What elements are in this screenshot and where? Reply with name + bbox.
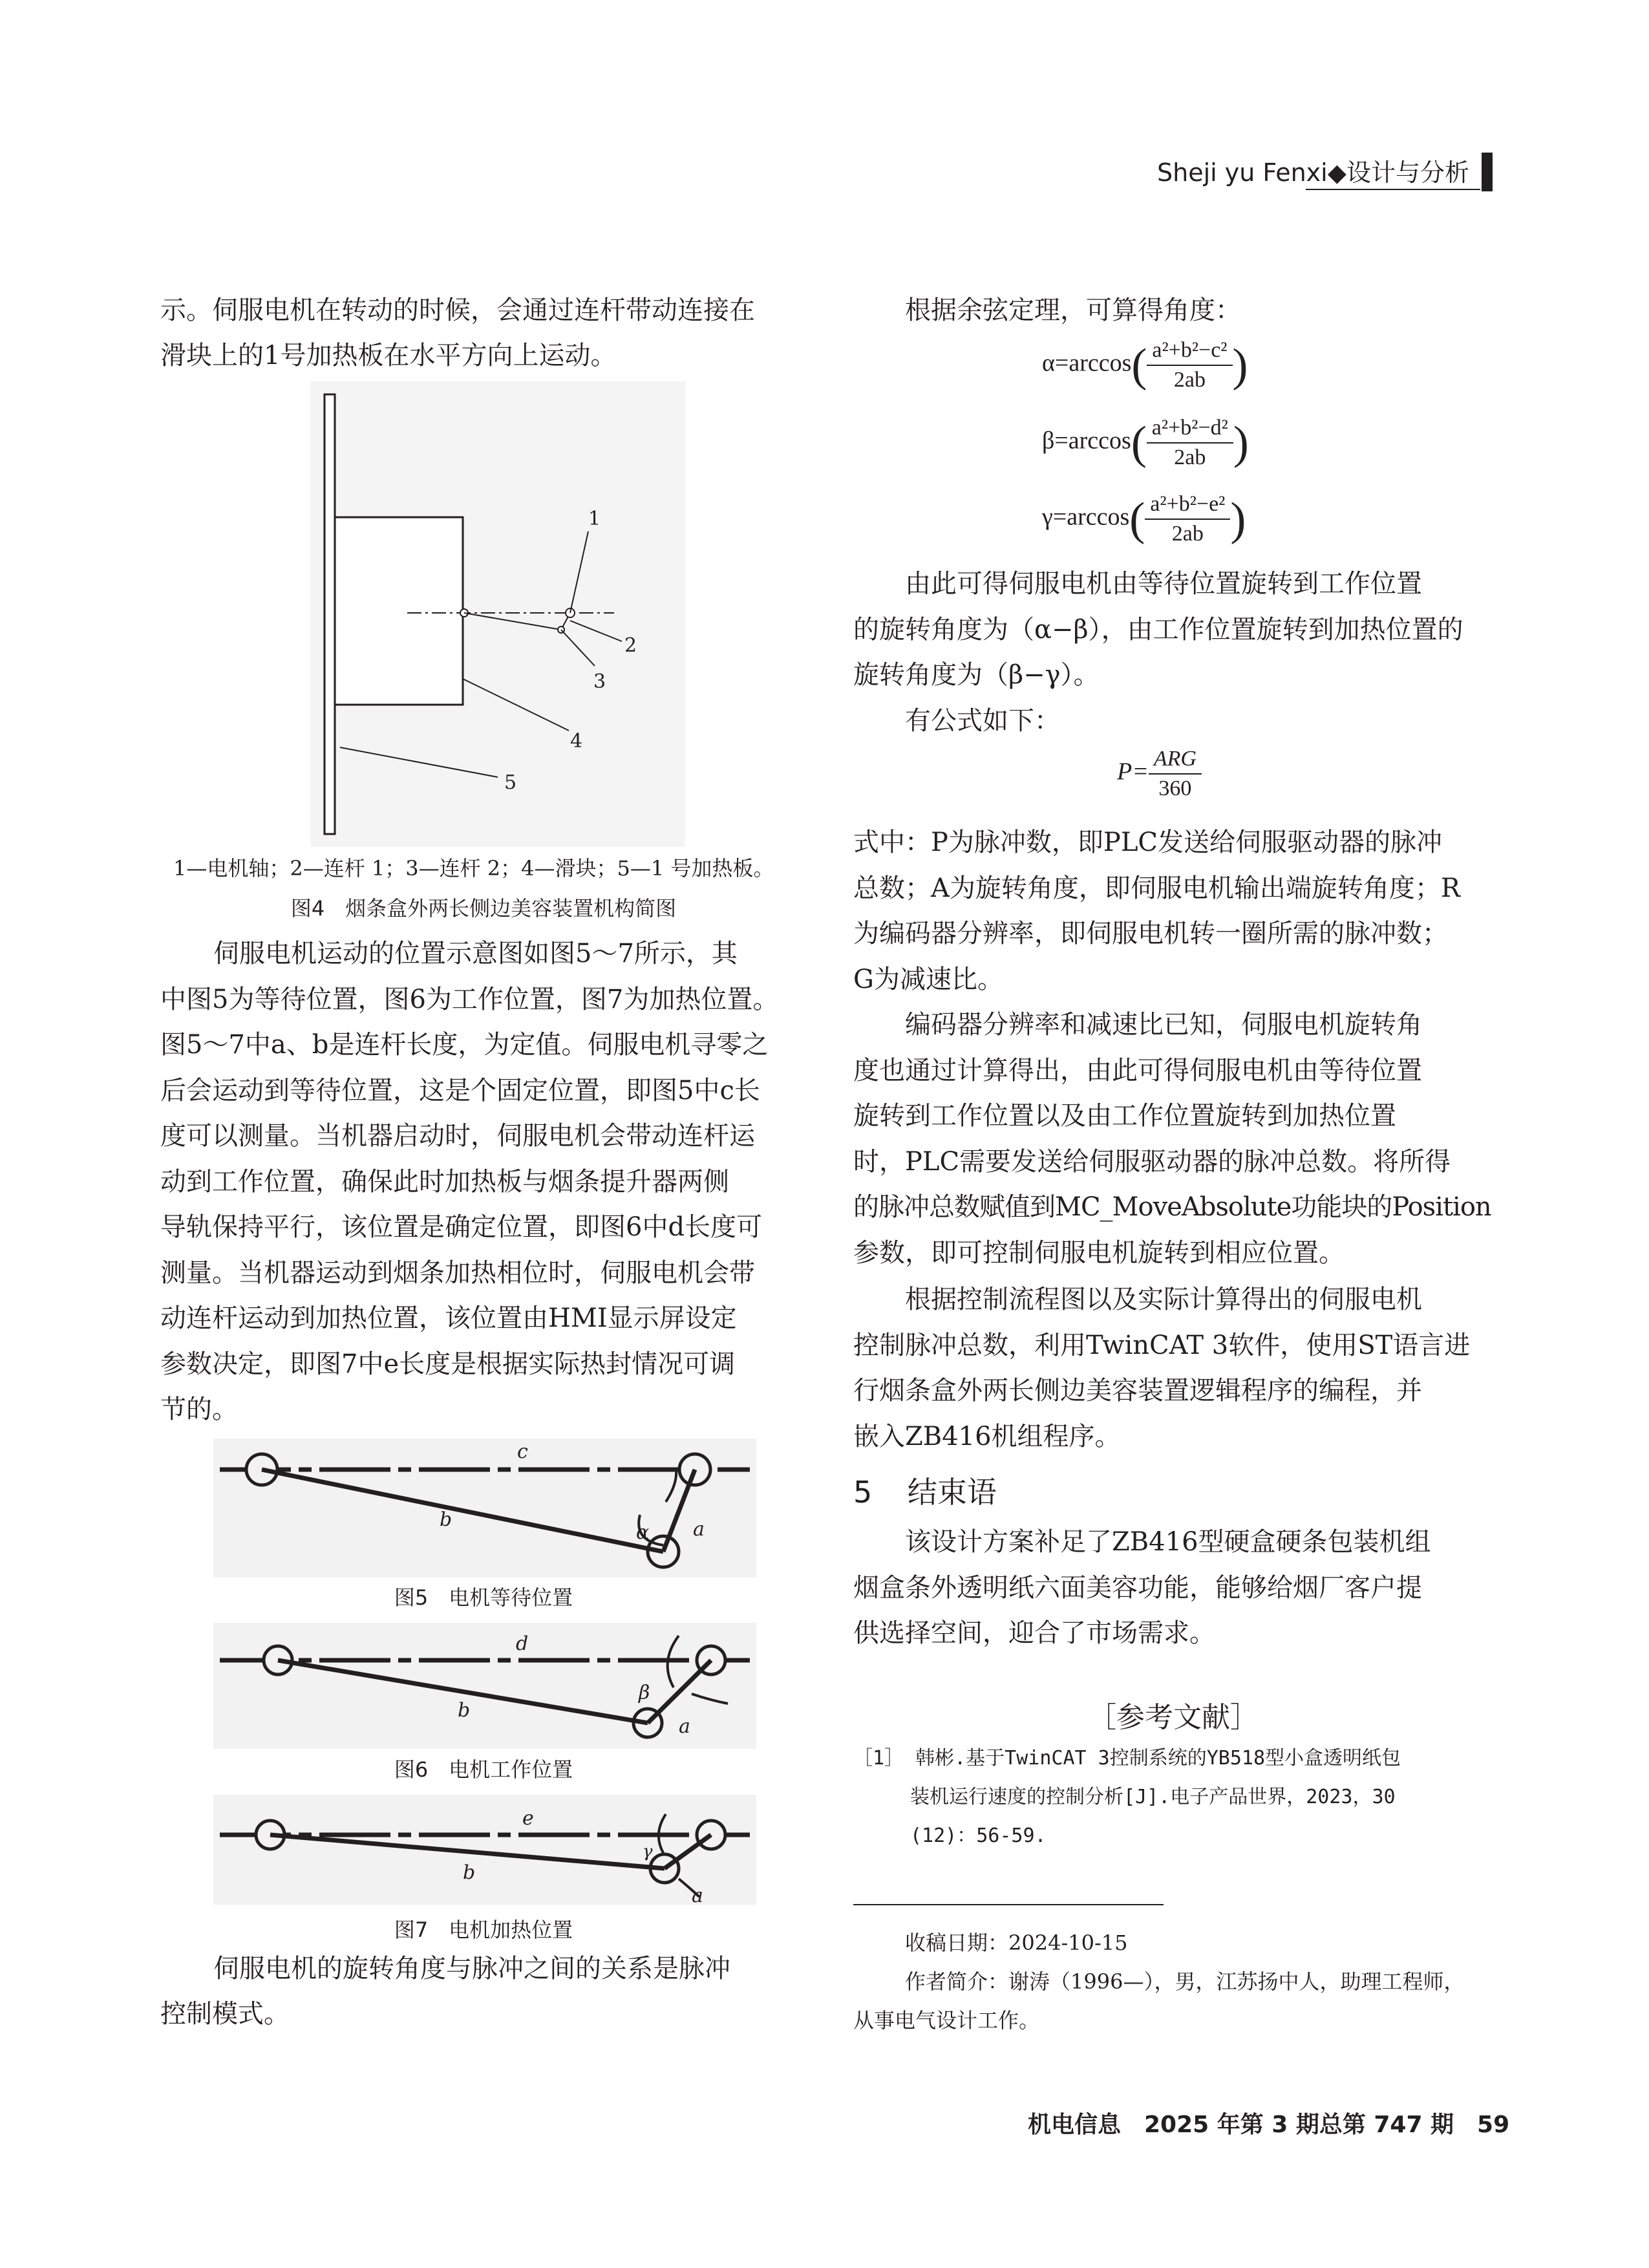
fig5-label-b: b xyxy=(440,1508,452,1531)
right-para-10-line: 烟盒条外透明纸六面美容功能，能够给烟厂客户提 xyxy=(853,1572,1422,1603)
fig6-working-position-diagram xyxy=(213,1623,756,1749)
received-date: 收稿日期：2024-10-15 xyxy=(905,1931,1128,1955)
right-para-5-line: 旋转角度为（β−γ）。 xyxy=(853,660,1100,690)
left-para-2-line: 参数决定，即图7中e长度是根据实际热封情况可调 xyxy=(160,1349,736,1379)
fig4-label-5: 5 xyxy=(504,771,517,794)
fig4-legend: 1—电机轴；2—连杆 1；3—连杆 2；4—滑块；5—1 号加热板。 xyxy=(173,856,774,881)
left-para-2-line: 动到工作位置，确保此时加热板与烟条提升器两侧 xyxy=(160,1166,729,1197)
left-para-3-line-2: 控制模式。 xyxy=(160,1999,290,2029)
formula-beta-numerator: a²+b²−d² xyxy=(1147,414,1233,444)
reference-1-line: ［1］ 韩彬.基于TwinCAT 3控制系统的YB518型小盒透明纸包 xyxy=(853,1747,1401,1770)
fig5-caption: 图5 电机等待位置 xyxy=(394,1585,573,1610)
right-para-9-line: 嵌入ZB416机组程序。 xyxy=(853,1421,1121,1451)
reference-1-line: 装机运行速度的控制分析[J].电子产品世界，2023，30 xyxy=(910,1786,1396,1808)
left-para-2-line: 导轨保持平行，该位置是确定位置，即图6中d长度可 xyxy=(160,1212,763,1242)
right-para-9-line: 控制脉冲总数，利用TwinCAT 3软件，使用ST语言进 xyxy=(853,1330,1471,1360)
right-para-8-line: 的脉冲总数赋值到MC_MoveAbsolute功能块的Position xyxy=(853,1192,1491,1222)
right-para-8-line: 时，PLC需要发送给伺服驱动器的脉冲总数。将所得 xyxy=(853,1146,1451,1177)
fig4-label-2: 2 xyxy=(624,634,637,657)
right-para-9 xyxy=(853,1277,1470,1459)
section-5-heading xyxy=(853,1469,997,1512)
right-para-10 xyxy=(853,1519,1431,1656)
right-para-6: 有公式如下： xyxy=(905,706,1060,736)
right-para-8 xyxy=(853,1002,1491,1276)
left-para-2-line: 后会运动到等待位置，这是个固定位置，即图5中c长 xyxy=(160,1075,760,1106)
left-para-2-line: 度可以测量。当机器启动时，伺服电机会带动连杆运 xyxy=(160,1121,755,1151)
formula-beta-denominator: 2ab xyxy=(1174,445,1206,469)
fig5-waiting-position-diagram xyxy=(213,1439,756,1578)
formula-gamma-denominator: 2ab xyxy=(1171,522,1204,546)
right-para-7-line: G为减速比。 xyxy=(853,964,1003,994)
formula-gamma-numerator: a²+b²−e² xyxy=(1145,490,1230,520)
left-para-2 xyxy=(160,931,778,1433)
footnote-rule xyxy=(853,1904,1164,1905)
right-para-8-line: 度也通过计算得出，由此可得伺服电机由等待位置 xyxy=(853,1055,1422,1086)
formula-gamma: γ=arccos( $\frac{\text{a²+b²−e²}}{2ab}$ ) xyxy=(1042,490,1246,548)
header-bar xyxy=(1482,153,1493,191)
left-para-1-line-1: 示。伺服电机在转动的时候，会通过连杆带动连接在 xyxy=(160,295,755,325)
references-heading: ［参考文献］ xyxy=(1088,1701,1259,1734)
right-para-7-line: 为编码器分辨率，即伺服电机转一圈所需的脉冲数； xyxy=(853,919,1448,948)
fig7-caption: 图7 电机加热位置 xyxy=(394,1918,573,1942)
left-para-2-line: 动连杆运动到加热位置，该位置由HMI显示屏设定 xyxy=(160,1303,737,1333)
fig4-label-1: 1 xyxy=(588,508,601,530)
formula-alpha: α=arccos( $\frac{\text{a²+b²−c²}}{2ab}$ ) xyxy=(1042,336,1248,394)
right-para-10-line: 供选择空间，迎合了市场需求。 xyxy=(853,1618,1215,1648)
fig7-label-a: a xyxy=(692,1885,703,1905)
left-para-2-line: 测量。当机器运动到烟条加热相位时，伺服电机会带 xyxy=(160,1257,755,1288)
section-number: 5 xyxy=(853,1475,873,1510)
fig6-label-b: b xyxy=(458,1699,471,1722)
fig4-label-3: 3 xyxy=(593,670,606,693)
fig6-label-a: a xyxy=(679,1715,690,1738)
formula-alpha-numerator: a²+b²−c² xyxy=(1147,336,1232,366)
fig5-label-c: c xyxy=(517,1440,528,1463)
formula-pulse-numerator: ARG xyxy=(1149,745,1202,775)
page-footer: 机电信息 2025 年第 3 期总第 747 期 59 xyxy=(1028,2112,1510,2138)
left-para-2-line: 中图5为等待位置，图6为工作位置，图7为加热位置。 xyxy=(160,984,779,1014)
formula-pulse-lhs: P= xyxy=(1117,758,1149,786)
right-para-8-line: 编码器分辨率和减速比已知，伺服电机旋转角 xyxy=(905,1010,1422,1040)
right-para-7 xyxy=(853,820,1460,1002)
header-rule xyxy=(1306,189,1480,190)
fig4-caption: 图4 烟条盒外两长侧边美容装置机构简图 xyxy=(290,896,677,921)
left-para-2-line: 图5～7中a、b是连杆长度，为定值。伺服电机寻零之 xyxy=(160,1030,769,1060)
right-para-5 xyxy=(853,561,1463,698)
formula-beta-lhs: β=arccos xyxy=(1042,427,1131,455)
fig7-heating-position-diagram xyxy=(213,1795,756,1905)
fig6-label-d: d xyxy=(516,1632,529,1655)
fig6-label-beta: β xyxy=(639,1682,650,1704)
author-bio-line-2: 从事电气设计工作。 xyxy=(853,2008,1040,2033)
right-para-9-line: 根据控制流程图以及实际计算得出的伺服电机 xyxy=(905,1285,1422,1314)
fig7-label-e: e xyxy=(522,1807,534,1830)
author-bio-line-1: 作者简介：谢涛（1996—），男，江苏扬中人，助理工程师， xyxy=(905,1969,1465,1994)
right-para-8-line: 参数，即可控制伺服电机旋转到相应位置。 xyxy=(853,1237,1345,1268)
formula-pulse xyxy=(1117,745,1202,803)
fig4-mechanism-diagram xyxy=(304,381,685,847)
fig6-caption: 图6 电机工作位置 xyxy=(394,1757,573,1782)
fig7-label-b: b xyxy=(463,1861,476,1884)
right-para-9-line: 行烟条盒外两长侧边美容装置逻辑程序的编程，并 xyxy=(853,1376,1422,1406)
formula-gamma-lhs: γ=arccos xyxy=(1042,503,1130,531)
left-para-2-line: 节的。 xyxy=(160,1395,238,1424)
section-title: 结束语 xyxy=(907,1475,997,1510)
right-para-5-line: 由此可得伺服电机由等待位置旋转到工作位置 xyxy=(905,569,1422,599)
fig5-label-a: a xyxy=(693,1518,705,1541)
right-para-8-line: 旋转到工作位置以及由工作位置旋转到加热位置 xyxy=(853,1101,1396,1131)
formula-beta: β=arccos( $\frac{\text{a²+b²−d²}}{2ab}$ ) xyxy=(1042,414,1249,472)
right-para-4: 根据余弦定理，可算得角度： xyxy=(905,295,1241,325)
reference-1-line: (12)：56-59. xyxy=(910,1824,1047,1847)
running-header: Sheji yu Fenxi◆设计与分析 xyxy=(1157,158,1469,187)
left-para-1-line-2: 滑块上的1号加热板在水平方向上运动。 xyxy=(160,341,617,370)
right-para-7-line: 总数；A为旋转角度，即伺服电机输出端旋转角度；R xyxy=(853,873,1461,903)
right-para-5-line: 的旋转角度为（α−β），由工作位置旋转到加热位置的 xyxy=(853,614,1463,645)
fig4-label-4: 4 xyxy=(570,730,583,753)
fig7-label-gamma: γ xyxy=(643,1842,653,1861)
formula-alpha-denominator: 2ab xyxy=(1173,368,1206,392)
left-para-3-line-1: 伺服电机的旋转角度与脉冲之间的关系是脉冲 xyxy=(213,1954,730,1984)
right-para-7-line: 式中：P为脉冲数，即PLC发送给伺服驱动器的脉冲 xyxy=(853,828,1442,857)
fig5-label-alpha: α xyxy=(636,1521,650,1544)
right-para-10-line: 该设计方案补足了ZB416型硬盒硬条包装机组 xyxy=(905,1527,1431,1557)
reference-1 xyxy=(853,1739,1401,1856)
formula-alpha-lhs: α=arccos xyxy=(1042,349,1132,377)
left-para-2-line: 伺服电机运动的位置示意图如图5～7所示，其 xyxy=(213,939,738,968)
formula-pulse-denominator: 360 xyxy=(1158,776,1192,800)
